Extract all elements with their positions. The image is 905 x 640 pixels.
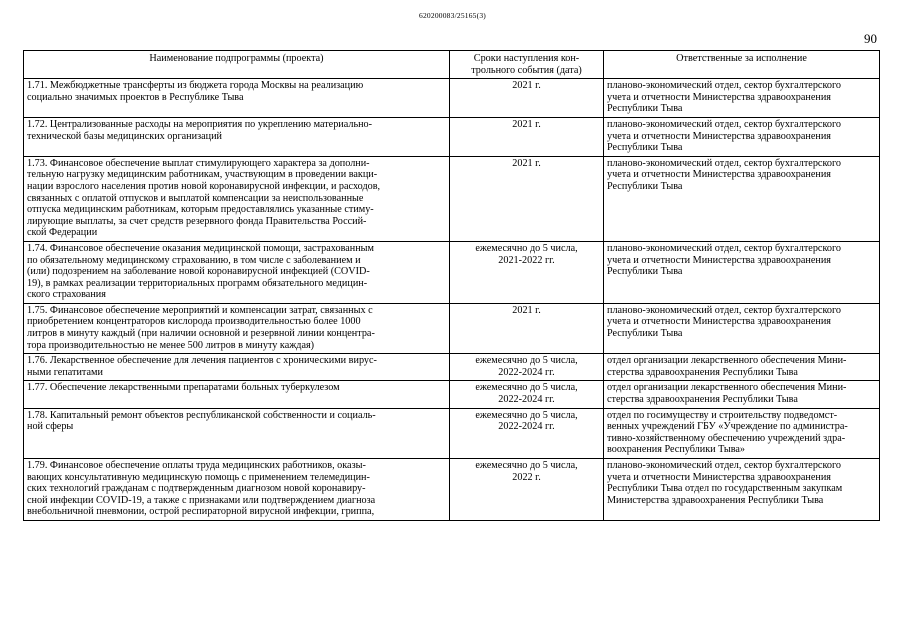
responsible-cell: планово-экономический отдел, сектор бухгалтерского учета и отчетности Министерства здравоохранения Республики Тыва: [604, 303, 880, 353]
deadline-cell: ежемесячно до 5 числа, 2022 г.: [450, 459, 604, 521]
header-deadline: Сроки наступления кон- трольного события (дата): [450, 51, 604, 79]
program-name-cell: 1.77. Обеспечение лекарственными препаратами больных туберкулезом: [24, 381, 450, 408]
deadline-cell: ежемесячно до 5 числа, 2022-2024 гг.: [450, 408, 604, 458]
responsible-cell: планово-экономический отдел, сектор бухгалтерского учета и отчетности Министерства здравоохранения Республики Тыва отдел по государственным закупкам Министерства здравоохранения Республики Тыва: [604, 459, 880, 521]
program-name-cell: 1.73. Финансовое обеспечение выплат стимулирующего характера за дополни- тельную нагрузку медицинским работникам, участвующим в проведении вакци- нации взрослого населения против новой коронавирусной инфекции, и расходов, связанных с оплатой отпусков и выплатой компенсации за неиспользованные отпуска медицинским работникам, которым предоставлялись указанные стиму- лирующие выплаты, за счет средств резервного фонда Правительства Россий- ской Федерации: [24, 156, 450, 241]
program-name-cell: 1.76. Лекарственное обеспечение для лечения пациентов с хроническими вирус- ными гепатитами: [24, 354, 450, 381]
document-id: 620200083/25165(3): [419, 11, 486, 20]
program-name-cell: 1.71. Межбюджетные трансферты из бюджета города Москвы на реализацию социально значимых проектов в Республике Тыва: [24, 79, 450, 118]
program-name-cell: 1.79. Финансовое обеспечение оплаты труда медицинских работников, оказы- вающих консультативную медицинскую помощь с применением телемедицин- ских технологий гражданам с подтвержденным диагнозом новой коронавиру- сной инфекции COVID-19, а также с признаками или подтверждением диагноза внебольничной пневмонии, острой респираторной вирусной инфекции, гриппа,: [24, 459, 450, 521]
deadline-cell: 2021 г.: [450, 117, 604, 156]
table-row: [24, 408, 880, 458]
responsible-cell: отдел организации лекарственного обеспечения Мини- стерства здравоохранения Республики Тыва: [604, 381, 880, 408]
table-row: [24, 79, 880, 118]
page-number: 90: [864, 31, 877, 46]
responsible-cell: планово-экономический отдел, сектор бухгалтерского учета и отчетности Министерства здравоохранения Республики Тыва: [604, 156, 880, 241]
header-responsible: Ответственные за исполнение: [604, 51, 880, 79]
table-row: [24, 303, 880, 353]
program-name-cell: 1.78. Капитальный ремонт объектов республиканской собственности и социаль- ной сферы: [24, 408, 450, 458]
program-name-cell: 1.74. Финансовое обеспечение оказания медицинской помощи, застрахованным по обязательному медицинскому страхованию, в том числе с заболеванием и (или) подозрением на заболевание новой коронавирусной инфекцией (COVID- 19), в рамках реализации территориальных программ обязательного медицин- ского страхования: [24, 241, 450, 303]
table-header-row: [24, 51, 880, 79]
deadline-cell: 2021 г.: [450, 156, 604, 241]
table-row: [24, 354, 880, 381]
responsible-cell: планово-экономический отдел, сектор бухгалтерского учета и отчетности Министерства здравоохранения Республики Тыва: [604, 241, 880, 303]
table-row: [24, 156, 880, 241]
responsible-cell: планово-экономический отдел, сектор бухгалтерского учета и отчетности Министерства здравоохранения Республики Тыва: [604, 79, 880, 118]
program-name-cell: 1.72. Централизованные расходы на мероприятия по укреплению материально- технической базы медицинских организаций: [24, 117, 450, 156]
table-row: [24, 381, 880, 408]
responsible-cell: отдел организации лекарственного обеспечения Мини- стерства здравоохранения Республики Тыва: [604, 354, 880, 381]
deadline-cell: 2021 г.: [450, 79, 604, 118]
deadline-cell: 2021 г.: [450, 303, 604, 353]
table-row: [24, 459, 880, 521]
deadline-cell: ежемесячно до 5 числа, 2022-2024 гг.: [450, 354, 604, 381]
responsible-cell: планово-экономический отдел, сектор бухгалтерского учета и отчетности Министерства здравоохранения Республики Тыва: [604, 117, 880, 156]
responsible-cell: отдел по госимуществу и строительству подведомст- венных учреждений ГБУ «Учреждение по администра- тивно-хозяйственному обеспечению учреждений здра- воохранения Республики Тыва»: [604, 408, 880, 458]
header-program-name: Наименование подпрограммы (проекта): [24, 51, 450, 79]
table-row: [24, 241, 880, 303]
schedule-table: [23, 50, 880, 521]
table-row: [24, 117, 880, 156]
program-name-cell: 1.75. Финансовое обеспечение мероприятий и компенсации затрат, связанных с приобретением концентраторов кислорода производительностью более 1000 литров в минуту каждый (при наличии основной и резервной линии концентра- тора производительностью не менее 500 литров в минуту каждая): [24, 303, 450, 353]
deadline-cell: ежемесячно до 5 числа, 2021-2022 гг.: [450, 241, 604, 303]
deadline-cell: ежемесячно до 5 числа, 2022-2024 гг.: [450, 381, 604, 408]
